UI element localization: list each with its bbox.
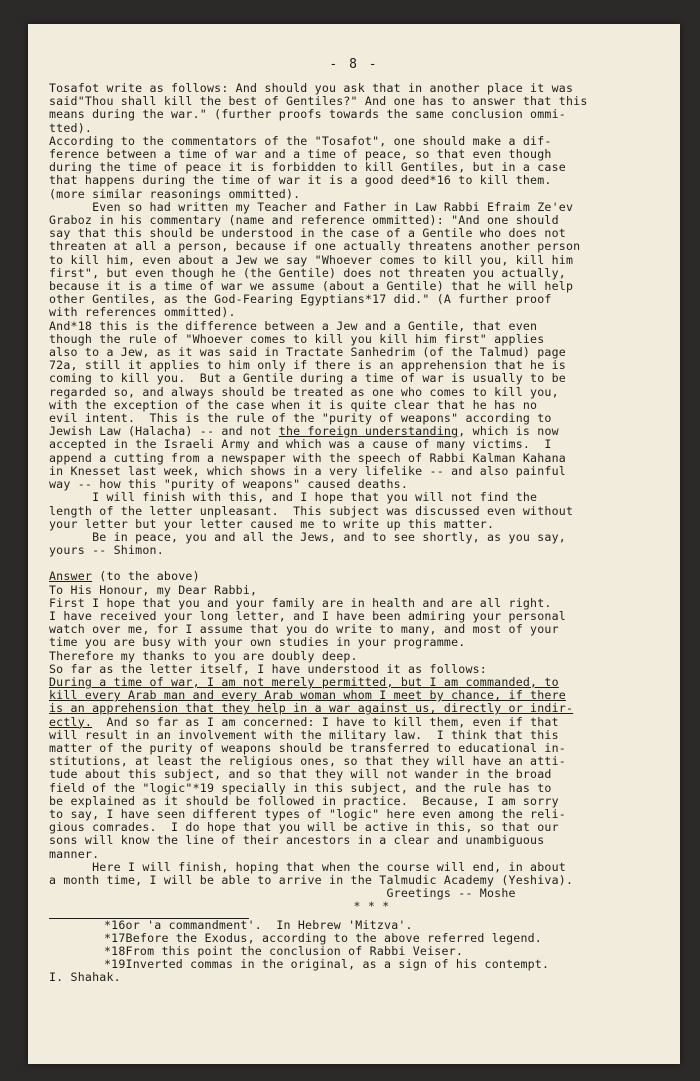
paragraph-teacher xyxy=(49,201,654,320)
text-line: that happens during the time of war it is a good deed*16 to kill them. xyxy=(49,173,552,188)
text-line: Therefore my thanks to you are doubly deep. xyxy=(49,648,358,663)
text-line: because it is a time of war we assume (about a Gentile) that he will help xyxy=(49,279,574,294)
paragraph-jew-gentile xyxy=(49,320,654,492)
footnote-17: *17Before the Exodus, according to the above referred legend. xyxy=(104,930,542,945)
text-line: in Knesset last week, which shows in a very lifelike -- and also painful xyxy=(49,463,566,478)
page-number: - 8 - xyxy=(329,57,379,72)
text-line: First I hope that you and your family are in health and are all right. xyxy=(49,595,552,610)
footnote-16: *16or 'a commandment'. In Hebrew 'Mitzva'. xyxy=(104,917,413,932)
text-line: way -- how this "purity of weapons" caused deaths. xyxy=(49,477,409,492)
text-line: Graboz in his commentary (name and reference ommitted): "And one should xyxy=(49,213,559,228)
text-line: with the exception of the case when it is quite clear that he has no xyxy=(49,397,538,412)
text-line: your letter but your letter caused me to write up this matter. xyxy=(49,516,495,531)
text-line: tude about this subject, and so that they will not wander in the broad xyxy=(49,767,552,782)
text-line: accepted in the Israeli Army and which was a cause of many victims. I xyxy=(49,437,552,452)
text-line: coming to kill you. But a Gentile during a time of war is usually to be xyxy=(49,371,566,386)
footnote-18: *18From this point the conclusion of Rabbi Veiser. xyxy=(104,944,464,958)
footnotes xyxy=(49,919,654,972)
answer-heading: Answer xyxy=(49,569,93,584)
answer-section xyxy=(49,570,654,900)
text-line: According to the commentators of the "Tosafot", one should make a dif- xyxy=(49,133,552,148)
underlined-phrase: the foreign understanding xyxy=(278,424,459,439)
text-line: append a cutting from a newspaper with the speech of Rabbi Kalman Kahana xyxy=(49,450,566,465)
text-segment: , which is now xyxy=(458,424,559,439)
text-line: (more similar reasonings ommitted). xyxy=(49,186,301,201)
text-line: will result in an involvement with the military law. I think that this xyxy=(49,727,559,742)
text-line: sons will know the line of their ancestors in a clear and unambiguous xyxy=(49,833,545,848)
text-line: watch over me, for I assume that you do write to many, and most of your xyxy=(49,622,559,637)
text-line: a month time, I will be able to arrive in the Talmudic Academy (Yeshiva). xyxy=(49,872,574,887)
underlined-line: kill every Arab man and every Arab woman whom I meet by chance, if there xyxy=(49,688,566,703)
text-line: length of the letter unpleasant. This subject was discussed even without xyxy=(49,503,574,518)
text-line: first", but even though he (the Gentile) does not threaten you actually, xyxy=(49,265,566,280)
text-line: I have received your long letter, and I have been admiring your personal xyxy=(49,608,566,623)
text-line: with references ommitted). xyxy=(49,305,236,320)
typewritten-page xyxy=(28,24,680,1064)
text-line: I will finish with this, and I hope that you will not find the xyxy=(49,490,538,505)
underlined-line: is an apprehension that they help in a war against us, directly or indir- xyxy=(49,701,574,716)
text-line: threaten at all a person, because if one actually threatens another person xyxy=(49,239,581,254)
text-line: stitutions, at least the religious ones, so that they will have an atti- xyxy=(49,754,566,769)
text-line: time you are busy with your own studies in your programme. xyxy=(49,635,466,650)
paragraph-tosafot xyxy=(49,82,654,135)
text-line: said"Thou shall kill the best of Gentiles?" And one has to answer that this xyxy=(49,94,588,109)
greetings-signature: Greetings -- Moshe xyxy=(49,886,516,901)
text-line: during the time of peace it is forbidden to kill Gentiles, but in a case xyxy=(49,160,566,175)
section-separator: * * * xyxy=(353,899,390,914)
paragraph-closing xyxy=(49,491,654,557)
text-segment: Jewish Law (Halacha) -- and not xyxy=(49,424,279,439)
text-line: to kill him, even about a Jew we say "Whoever comes to kill you, kill him xyxy=(49,252,574,267)
text-line: evil intent. This is the rule of the "purity of weapons" according to xyxy=(49,411,552,426)
text-segment: (to the above) xyxy=(92,569,200,584)
text-line: Be in peace, you and all the Jews, and to see shortly, as you say, xyxy=(49,529,566,544)
footnote-19: *19Inverted commas in the original, as a sign of his contempt. xyxy=(104,957,550,972)
text-line: say that this should be understood in the case of a Gentile who does not xyxy=(49,226,566,241)
text-line: other Gentiles, as the God-Fearing Egyptians*17 did." (A further proof xyxy=(49,292,552,307)
text-line: ference between a time of war and a time of peace, so that even though xyxy=(49,147,552,162)
text-line: also to a Jew, as it was said in Tractate Sanhedrim (of the Talmud) page xyxy=(49,345,566,360)
text-line xyxy=(49,716,654,729)
underlined-phrase: ectly. xyxy=(49,714,93,729)
text-line: to say, I have seen different types of "logic" here even among the reli- xyxy=(49,806,566,821)
text-line: And*18 this is the difference between a Jew and a Gentile, that even xyxy=(49,318,538,333)
text-line: tted). xyxy=(49,120,93,135)
text-line: though the rule of "Whoever comes to kill you kill him first" applies xyxy=(49,331,545,346)
text-line: Tosafot write as follows: And should you ask that in another place it was xyxy=(49,81,574,95)
text-line: Even so had written my Teacher and Father in Law Rabbi Efraim Ze'ev xyxy=(49,199,574,214)
paragraph-commentators xyxy=(49,135,654,201)
answer-heading-line xyxy=(49,570,654,583)
text-line: regarded so, and always should be treated as one who comes to kill you, xyxy=(49,384,559,399)
text-line: manner. xyxy=(49,846,100,861)
text-line: Here I will finish, hoping that when the course will end, in about xyxy=(49,859,566,874)
text-line: matter of the purity of weapons should be transferred to educational in- xyxy=(49,740,566,755)
text-line: To His Honour, my Dear Rabbi, xyxy=(49,582,258,597)
text-line: means during the war." (further proofs towards the same conclusion ommi- xyxy=(49,107,566,122)
text-line: So far as the letter itself, I have understood it as follows: xyxy=(49,661,487,676)
underlined-line: During a time of war, I am not merely permitted, but I am commanded, to xyxy=(49,674,559,689)
text-line: be explained as it should be followed in practice. Because, I am sorry xyxy=(49,793,559,808)
letter-body xyxy=(49,82,654,985)
text-line: yours -- Shimon. xyxy=(49,543,164,558)
text-line: 72a, still it applies to him only if there is an apprehension that he is xyxy=(49,358,566,373)
text-segment: And so far as I am concerned: I have to kill them, even if that xyxy=(92,714,559,729)
author-attribution: I. Shahak. xyxy=(49,970,121,985)
text-line: gious comrades. I do hope that you will be active in this, so that our xyxy=(49,820,559,835)
text-line: field of the "logic"*19 specially in this subject, and the rule has to xyxy=(49,780,552,795)
